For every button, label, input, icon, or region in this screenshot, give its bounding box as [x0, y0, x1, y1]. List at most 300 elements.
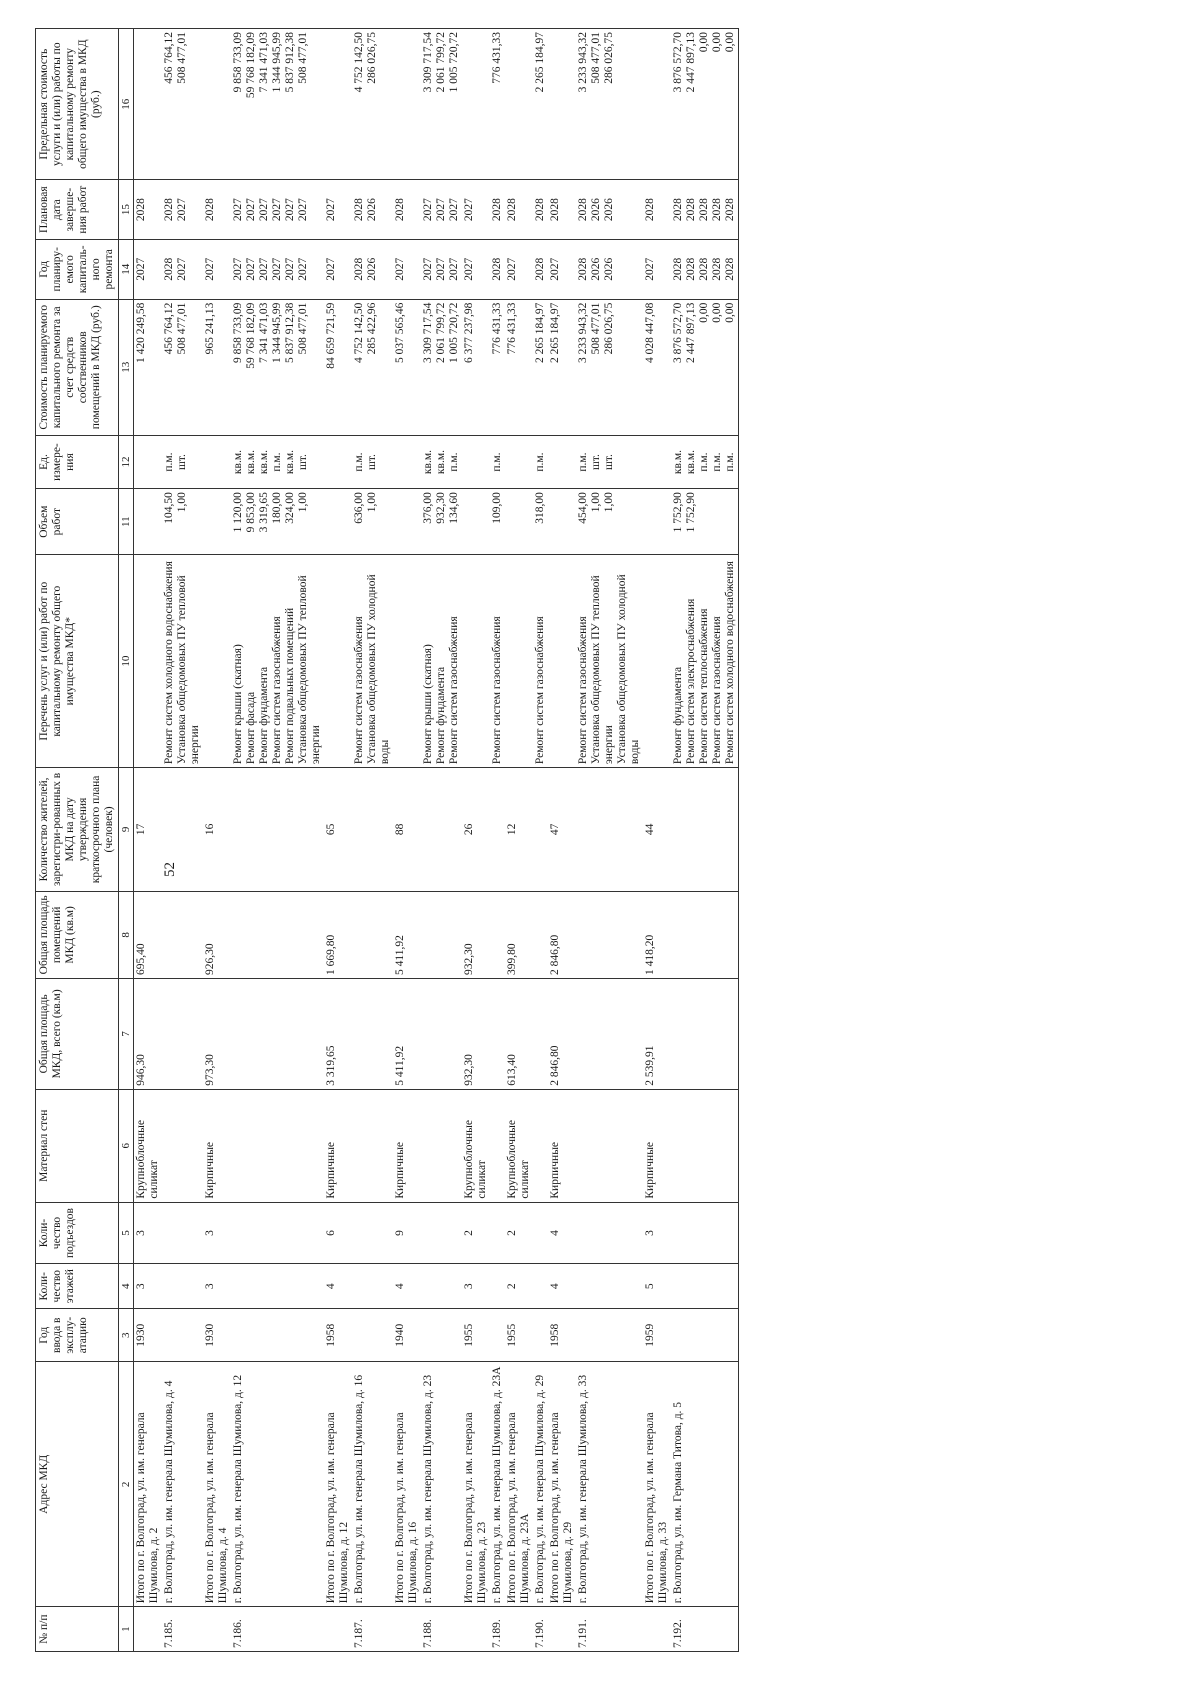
completion-year-cell — [643, 180, 671, 240]
total-area-cell — [352, 979, 393, 1090]
cell-line: 2026 — [603, 257, 615, 281]
cell-line: 376,00 — [422, 492, 434, 524]
total-area-cell — [533, 979, 548, 1090]
total-area-cell — [162, 979, 203, 1090]
cell-line: Ремонт крыши (скатная) — [422, 644, 434, 765]
cell-line: шт. — [366, 454, 378, 470]
entrances-cell — [671, 1202, 739, 1264]
entrances-cell: 6 — [324, 1202, 352, 1264]
repair-cost-cell — [231, 299, 324, 435]
cell-line: 2027 — [176, 257, 188, 281]
building-row — [671, 29, 739, 1652]
year-built-cell: 1959 — [643, 1309, 671, 1362]
wall-material-cell: Кирпичные — [393, 1089, 421, 1202]
residents-cell — [576, 768, 643, 892]
year-built-cell — [576, 1309, 643, 1362]
cell-line: 456 764,12 — [163, 32, 175, 84]
cell-line: 1 005 720,72 — [448, 32, 460, 93]
cell-line: 286 026,75 — [366, 32, 378, 84]
repair-year-cell — [162, 239, 203, 299]
column-number: 8 — [119, 891, 134, 978]
cell-line: 2 265 184,97 — [534, 32, 546, 93]
cell-line: 6 377 237,98 — [463, 302, 475, 363]
cost-limit-cell — [393, 29, 421, 180]
total-area-cell: 973,30 — [203, 979, 231, 1090]
year-built-cell: 1955 — [505, 1309, 533, 1362]
cell-line: 2027 — [435, 198, 447, 222]
column-number: 1 — [119, 1607, 134, 1652]
cell-line: 776 431,33 — [491, 32, 503, 84]
year-built-cell: 1958 — [324, 1309, 352, 1362]
column-number: 2 — [119, 1362, 134, 1607]
repair-year-cell — [352, 239, 393, 299]
floors-cell — [490, 1264, 505, 1309]
cell-line: 2027 — [176, 198, 188, 222]
total-area-cell: 5 411,92 — [393, 979, 421, 1090]
unit-cell — [671, 435, 739, 488]
column-number: 14 — [119, 239, 134, 299]
cell-line: 2028 — [711, 257, 723, 281]
cell-line: кв.м. — [435, 450, 447, 475]
cell-line: 2027 — [435, 257, 447, 281]
year-built-cell — [533, 1309, 548, 1362]
floors-cell: 3 — [462, 1264, 490, 1309]
subtotal-row — [643, 29, 671, 1652]
completion-year-cell — [421, 180, 462, 240]
cell-line: 285 422,96 — [366, 302, 378, 355]
works-list-cell — [576, 555, 643, 768]
cell-line: 2027 — [394, 257, 406, 281]
work-volume-cell — [134, 489, 163, 555]
completion-year-cell — [231, 180, 324, 240]
floors-cell: 4 — [393, 1264, 421, 1309]
cell-line: 508 477,01 — [590, 302, 602, 355]
work-volume-cell — [231, 489, 324, 555]
completion-year-cell — [134, 180, 163, 240]
cell-line: Ремонт фасада — [245, 691, 257, 765]
cell-line: 2027 — [258, 257, 270, 281]
building-row — [352, 29, 393, 1652]
cell-line: 2028 — [394, 198, 406, 222]
cell-line: 2027 — [258, 198, 270, 222]
cell-line: 5 837 912,38 — [284, 302, 296, 363]
residents-cell — [421, 768, 462, 892]
cell-line: 2026 — [590, 257, 602, 281]
residents-cell: 12 — [505, 768, 533, 892]
cell-line: Установка общедомовых ПУ холодной воды — [366, 574, 391, 765]
cell-line: Установка общедомовых ПУ холодной воды — [616, 574, 641, 765]
row-number: 7.185. — [162, 1607, 203, 1652]
entrances-cell — [352, 1202, 393, 1264]
total-area-cell: 613,40 — [505, 979, 533, 1090]
cost-limit-cell — [462, 29, 490, 180]
unit-cell — [421, 435, 462, 488]
cell-line: 2 061 799,72 — [435, 32, 447, 93]
entrances-cell — [490, 1202, 505, 1264]
cell-line: 59 768 182,09 — [245, 302, 257, 369]
cell-line: 286 026,75 — [603, 32, 615, 84]
premises-area-cell — [576, 891, 643, 978]
floors-cell — [576, 1264, 643, 1309]
address-cell: Итого по г. Волгоград, ул. им. генерала Шумилова, д. 23 — [462, 1362, 490, 1607]
cell-line: 2028 — [698, 198, 710, 222]
premises-area-cell — [352, 891, 393, 978]
year-built-cell: 1958 — [548, 1309, 576, 1362]
year-built-cell — [162, 1309, 203, 1362]
cell-line: 932,30 — [435, 492, 447, 524]
row-number — [203, 1607, 231, 1652]
entrances-cell — [533, 1202, 548, 1264]
repair-cost-cell — [393, 299, 421, 435]
address-cell: Итого по г. Волгоград, ул. им. генерала Шумилова, д. 2 — [134, 1362, 163, 1607]
cell-line: 2027 — [297, 257, 309, 281]
subtotal-row — [505, 29, 533, 1652]
building-row — [533, 29, 548, 1652]
cell-line: 2028 — [204, 198, 216, 222]
premises-area-cell: 1 418,20 — [643, 891, 671, 978]
subtotal-row — [203, 29, 231, 1652]
floors-cell — [671, 1264, 739, 1309]
cell-line: 84 659 721,59 — [325, 302, 337, 369]
wall-material-cell — [162, 1089, 203, 1202]
cell-line: 286 026,75 — [603, 302, 615, 355]
cell-line: Ремонт систем газоснабжения — [534, 616, 546, 765]
row-number: 7.192. — [671, 1607, 739, 1652]
work-volume-cell — [462, 489, 490, 555]
cell-line: 2027 — [271, 198, 283, 222]
cell-line: 2028 — [685, 257, 697, 281]
cell-line: Ремонт систем электроснабжения — [685, 598, 697, 765]
cell-line: 776 431,33 — [491, 302, 503, 355]
cell-line: 2028 — [644, 198, 656, 222]
cell-line: 2 447 897,13 — [685, 32, 697, 93]
work-volume-cell — [421, 489, 462, 555]
cell-line: кв.м. — [258, 450, 270, 475]
cell-line: 965 241,13 — [204, 302, 216, 355]
repair-cost-cell — [324, 299, 352, 435]
completion-year-cell — [203, 180, 231, 240]
cell-line: 2027 — [644, 257, 656, 281]
column-number: 6 — [119, 1089, 134, 1202]
total-area-cell — [576, 979, 643, 1090]
year-built-cell — [231, 1309, 324, 1362]
column-number: 13 — [119, 299, 134, 435]
total-area-cell: 2 539,91 — [643, 979, 671, 1090]
completion-year-cell — [576, 180, 643, 240]
premises-area-cell: 5 411,92 — [393, 891, 421, 978]
cell-line: 2028 — [506, 198, 518, 222]
year-built-cell: 1940 — [393, 1309, 421, 1362]
wall-material-cell — [533, 1089, 548, 1202]
unit-cell — [505, 435, 533, 488]
cell-line: 3 233 943,32 — [577, 32, 589, 93]
unit-cell — [203, 435, 231, 488]
year-built-cell — [421, 1309, 462, 1362]
building-row — [231, 29, 324, 1652]
column-header: Общая площадь МКД, всего (кв.м) — [36, 979, 119, 1090]
cell-line: 0,00 — [711, 32, 723, 53]
cell-line: Ремонт систем холодного водоснабжения — [163, 561, 175, 765]
cell-line: 2027 — [325, 198, 337, 222]
premises-area-cell — [533, 891, 548, 978]
completion-year-cell — [393, 180, 421, 240]
entrances-cell: 4 — [548, 1202, 576, 1264]
repair-year-cell — [324, 239, 352, 299]
cell-line: 2027 — [232, 198, 244, 222]
column-number: 11 — [119, 489, 134, 555]
cell-line: 5 037 565,46 — [394, 302, 406, 363]
entrances-cell: 3 — [203, 1202, 231, 1264]
repair-cost-cell — [162, 299, 203, 435]
cell-line: 2026 — [366, 198, 378, 222]
column-number: 16 — [119, 29, 134, 180]
cell-line: 2027 — [325, 257, 337, 281]
cell-line: 2028 — [353, 257, 365, 281]
cell-line: кв.м. — [284, 450, 296, 475]
unit-cell — [643, 435, 671, 488]
header-row — [36, 29, 119, 1652]
subtotal-row — [548, 29, 576, 1652]
column-header: Год планиру-емого капиталь-ного ремонта — [36, 239, 119, 299]
residents-cell: 26 — [462, 768, 490, 892]
address-cell: Итого по г. Волгоград, ул. им. генерала Шумилова, д. 16 — [393, 1362, 421, 1607]
subtotal-row — [324, 29, 352, 1652]
completion-year-cell — [548, 180, 576, 240]
repair-cost-cell — [576, 299, 643, 435]
unit-cell — [462, 435, 490, 488]
column-number: 15 — [119, 180, 134, 240]
year-built-cell: 1930 — [134, 1309, 163, 1362]
cell-line: 2028 — [135, 198, 147, 222]
repair-year-cell — [393, 239, 421, 299]
cell-line: 2028 — [353, 198, 365, 222]
cell-line: кв.м. — [422, 450, 434, 475]
cost-limit-cell — [134, 29, 163, 180]
cell-line: 2028 — [534, 198, 546, 222]
cost-limit-cell — [162, 29, 203, 180]
premises-area-cell: 926,30 — [203, 891, 231, 978]
cell-line: 2027 — [422, 198, 434, 222]
work-volume-cell — [505, 489, 533, 555]
floors-cell — [421, 1264, 462, 1309]
works-list-cell — [643, 555, 671, 768]
cell-line: 2026 — [603, 198, 615, 222]
row-number — [324, 1607, 352, 1652]
cell-line: 2027 — [422, 257, 434, 281]
row-number: 7.187. — [352, 1607, 393, 1652]
works-list-cell — [505, 555, 533, 768]
floors-cell: 2 — [505, 1264, 533, 1309]
cell-line: 1 752,90 — [672, 492, 684, 533]
cell-line: 2028 — [724, 198, 736, 222]
repair-year-cell — [671, 239, 739, 299]
year-built-cell: 1955 — [462, 1309, 490, 1362]
work-volume-cell — [548, 489, 576, 555]
wall-material-cell: Крупноблочные силикат — [505, 1089, 533, 1202]
repair-year-cell — [643, 239, 671, 299]
cell-line: 2026 — [590, 198, 602, 222]
residents-cell — [671, 768, 739, 892]
work-volume-cell — [324, 489, 352, 555]
cell-line: 134,60 — [448, 492, 460, 524]
column-number-row — [119, 29, 134, 1652]
repair-cost-cell — [203, 299, 231, 435]
completion-year-cell — [462, 180, 490, 240]
floors-cell — [533, 1264, 548, 1309]
wall-material-cell: Крупноблочные силикат — [134, 1089, 163, 1202]
entrances-cell — [231, 1202, 324, 1264]
works-list-cell — [162, 555, 203, 768]
repair-cost-cell — [643, 299, 671, 435]
cell-line: 2028 — [491, 198, 503, 222]
cell-line: 9 858 733,09 — [232, 32, 244, 93]
cell-line: п.м. — [353, 452, 365, 472]
address-cell: Итого по г. Волгоград, ул. им. генерала Шумилова, д. 12 — [324, 1362, 352, 1607]
wall-material-cell: Кирпичные — [643, 1089, 671, 1202]
total-area-cell: 2 846,80 — [548, 979, 576, 1090]
column-header: Ед. измере-ния — [36, 435, 119, 488]
repair-cost-cell — [533, 299, 548, 435]
entrances-cell: 3 — [134, 1202, 163, 1264]
premises-area-cell — [671, 891, 739, 978]
work-volume-cell — [352, 489, 393, 555]
wall-material-cell: Кирпичные — [203, 1089, 231, 1202]
cell-line: п.м. — [491, 452, 503, 472]
repair-year-cell — [421, 239, 462, 299]
row-number — [462, 1607, 490, 1652]
cell-line: 0,00 — [698, 32, 710, 53]
column-header: Предельная стоимость услуги и (или) работы по капитальному ремонту общего имущества в МКД (руб.) — [36, 29, 119, 180]
residents-cell — [162, 768, 203, 892]
cell-line: Ремонт фундамента — [435, 666, 447, 765]
cell-line: шт. — [603, 454, 615, 470]
wall-material-cell: Кирпичные — [324, 1089, 352, 1202]
wall-material-cell — [576, 1089, 643, 1202]
works-list-cell — [352, 555, 393, 768]
works-list-cell — [671, 555, 739, 768]
entrances-cell: 2 — [462, 1202, 490, 1264]
address-cell: г. Волгоград, ул. им. генерала Шумилова, д. 29 — [533, 1362, 548, 1607]
cell-line: 2028 — [685, 198, 697, 222]
repair-year-cell — [505, 239, 533, 299]
unit-cell — [576, 435, 643, 488]
premises-area-cell: 399,80 — [505, 891, 533, 978]
cell-line: 5 837 912,38 — [284, 32, 296, 93]
floors-cell — [231, 1264, 324, 1309]
cell-line: 2027 — [549, 257, 561, 281]
cell-line: 2027 — [284, 257, 296, 281]
cell-line: 3 309 717,54 — [422, 302, 434, 363]
cell-line: 2028 — [163, 257, 175, 281]
cell-line: 0,00 — [711, 302, 723, 323]
completion-year-cell — [533, 180, 548, 240]
cell-line: 1 120,00 — [232, 492, 244, 533]
entrances-cell — [421, 1202, 462, 1264]
row-number — [393, 1607, 421, 1652]
row-number: 7.190. — [533, 1607, 548, 1652]
residents-cell — [533, 768, 548, 892]
column-number: 9 — [119, 768, 134, 892]
cell-line: 4 752 142,50 — [353, 32, 365, 93]
cell-line: Ремонт фундамента — [258, 666, 270, 765]
cell-line: 2027 — [271, 257, 283, 281]
cell-line: 318,00 — [534, 492, 546, 524]
column-header: Стоимость планируемого капитального ремонта за счет средств собственников помещений в МКД (руб.) — [36, 299, 119, 435]
floors-cell: 5 — [643, 1264, 671, 1309]
capital-repair-table — [35, 28, 739, 1652]
completion-year-cell — [352, 180, 393, 240]
unit-cell — [393, 435, 421, 488]
premises-area-cell: 695,40 — [134, 891, 163, 978]
cell-line: 508 477,01 — [590, 32, 602, 84]
cell-line: 1 005 720,72 — [448, 302, 460, 363]
premises-area-cell — [162, 891, 203, 978]
cell-line: 3 876 572,70 — [672, 302, 684, 363]
column-header: Год ввода в эксплу-атацию — [36, 1309, 119, 1362]
premises-area-cell: 2 846,80 — [548, 891, 576, 978]
premises-area-cell — [421, 891, 462, 978]
row-number — [643, 1607, 671, 1652]
cell-line: 508 477,01 — [176, 32, 188, 84]
cell-line: Установка общедомовых ПУ тепловой энергии — [297, 575, 322, 765]
entrances-cell — [576, 1202, 643, 1264]
year-built-cell — [490, 1309, 505, 1362]
row-number: 7.188. — [421, 1607, 462, 1652]
cell-line: 109,00 — [491, 492, 503, 524]
cell-line: 2028 — [711, 198, 723, 222]
year-built-cell — [671, 1309, 739, 1362]
cell-line: 9 858 733,09 — [232, 302, 244, 363]
cost-limit-cell — [324, 29, 352, 180]
wall-material-cell — [490, 1089, 505, 1202]
repair-year-cell — [576, 239, 643, 299]
cell-line: 2028 — [534, 257, 546, 281]
column-number: 7 — [119, 979, 134, 1090]
floors-cell: 4 — [324, 1264, 352, 1309]
cost-limit-cell — [421, 29, 462, 180]
cost-limit-cell — [505, 29, 533, 180]
completion-year-cell — [162, 180, 203, 240]
work-volume-cell — [576, 489, 643, 555]
works-list-cell — [393, 555, 421, 768]
cell-line: 4 028 447,08 — [644, 302, 656, 363]
repair-cost-cell — [462, 299, 490, 435]
row-number: 7.189. — [490, 1607, 505, 1652]
building-row — [421, 29, 462, 1652]
cell-line: 0,00 — [724, 32, 736, 53]
repair-year-cell — [203, 239, 231, 299]
repair-cost-cell — [505, 299, 533, 435]
cell-line: 2027 — [448, 198, 460, 222]
cell-line: 508 477,01 — [176, 302, 188, 355]
subtotal-row — [134, 29, 163, 1652]
column-number: 4 — [119, 1264, 134, 1309]
cell-line: 2028 — [724, 257, 736, 281]
cell-line: п.м. — [163, 452, 175, 472]
total-area-cell — [671, 979, 739, 1090]
cell-line: 2027 — [463, 198, 475, 222]
cell-line: кв.м. — [232, 450, 244, 475]
wall-material-cell — [671, 1089, 739, 1202]
works-list-cell — [462, 555, 490, 768]
floors-cell — [352, 1264, 393, 1309]
cell-line: Установка общедомовых ПУ тепловой энергии — [590, 575, 615, 765]
cell-line: 2028 — [577, 198, 589, 222]
floors-cell: 3 — [134, 1264, 163, 1309]
cell-line: 324,00 — [284, 492, 296, 524]
premises-area-cell: 1 669,80 — [324, 891, 352, 978]
completion-year-cell — [324, 180, 352, 240]
